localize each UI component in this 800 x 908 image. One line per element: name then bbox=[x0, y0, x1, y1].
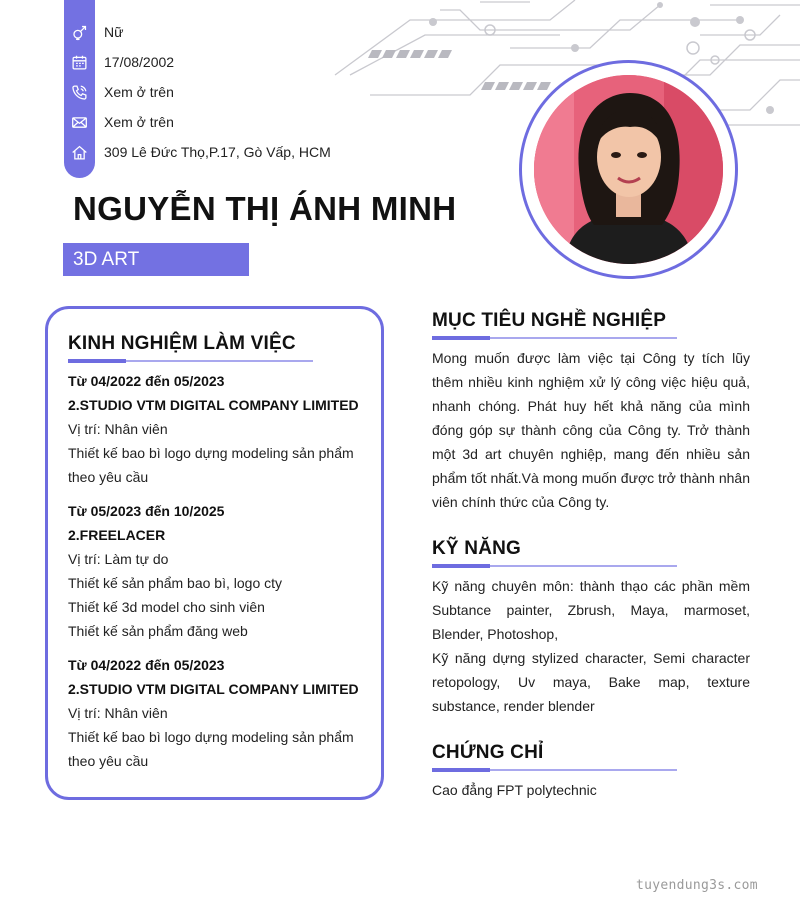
experience-description: Thiết kế bao bì logo dựng modeling sản phẩm bbox=[68, 445, 354, 461]
skills-underline bbox=[432, 565, 677, 567]
phone-icon bbox=[64, 82, 95, 102]
contact-email bbox=[64, 107, 174, 137]
experience-underline bbox=[68, 360, 313, 362]
objective-text: Mong muốn được làm việc tại Công ty tích lũy thêm nhiều kinh nghiệm xử lý công việc hiệu quả, nhanh chóng. Phát huy hết khả năng của mình đóng góp sự thành công của Công ty. Trở thành một 3d art chuyên nghiệp, mang đến nhiều sản phẩm tốt nhất.Và mong muốn được trở thành nhân viên chính thức của Công ty. bbox=[432, 350, 750, 510]
experience-company: 2.STUDIO VTM DIGITAL COMPANY LIMITED bbox=[68, 681, 359, 697]
experience-period: Từ 05/2023 đến 10/2025 bbox=[68, 503, 225, 519]
experience-title: KINH NGHIỆM LÀM VIỆC bbox=[68, 333, 296, 354]
certificates-text: Cao đẳng FPT polytechnic bbox=[432, 782, 597, 798]
gender-text: Nữ bbox=[104, 24, 124, 40]
skills-title: KỸ NĂNG bbox=[432, 538, 522, 559]
avatar bbox=[534, 75, 723, 264]
experience-description: Thiết kế sản phẩm bao bì, logo cty bbox=[68, 575, 283, 591]
email-icon bbox=[64, 112, 95, 132]
home-icon bbox=[64, 142, 95, 162]
contact-gender bbox=[64, 17, 123, 47]
experience-description: Thiết kế bao bì logo dựng modeling sản phẩm bbox=[68, 729, 354, 745]
skills-text-2: Kỹ năng dựng stylized character, Semi character retopology, Uv maya, Bake map, texture substance, render blender bbox=[432, 650, 750, 714]
experience-description: theo yêu cầu bbox=[68, 753, 149, 769]
skills-text-1: Kỹ năng chuyên môn: thành thạo các phần mềm Subtance painter, Zbrush, Maya, marmoset, Blender, Photoshop, bbox=[432, 578, 750, 642]
birthday-text: 17/08/2002 bbox=[104, 54, 175, 70]
contact-address bbox=[64, 137, 331, 167]
certificates-underline bbox=[432, 769, 677, 771]
experience-period: Từ 04/2022 đến 05/2023 bbox=[68, 373, 225, 389]
email-text: Xem ở trên bbox=[104, 114, 174, 130]
experience-description: theo yêu cầu bbox=[68, 469, 149, 485]
phone-text: Xem ở trên bbox=[104, 84, 174, 100]
experience-period: Từ 04/2022 đến 05/2023 bbox=[68, 657, 225, 673]
experience-position: Vị trí: Nhân viên bbox=[68, 421, 168, 437]
experience-description: Thiết kế sản phẩm đăng web bbox=[68, 623, 248, 639]
contact-phone bbox=[64, 77, 174, 107]
experience-description: Thiết kế 3d model cho sinh viên bbox=[68, 599, 265, 615]
watermark: tuyendung3s.com bbox=[636, 878, 758, 893]
experience-position: Vị trí: Nhân viên bbox=[68, 705, 168, 721]
address-text: 309 Lê Đức Thọ,P.17, Gò Vấp, HCM bbox=[104, 144, 331, 160]
calendar-icon bbox=[64, 52, 95, 72]
certificates-title: CHỨNG CHỈ bbox=[432, 742, 544, 763]
experience-company: 2.STUDIO VTM DIGITAL COMPANY LIMITED bbox=[68, 397, 359, 413]
gender-icon bbox=[64, 22, 95, 42]
contact-birthday bbox=[64, 47, 174, 77]
experience-company: 2.FREELACER bbox=[68, 527, 166, 543]
candidate-name: NGUYỄN THỊ ÁNH MINH bbox=[73, 190, 457, 227]
objective-title: MỤC TIÊU NGHỀ NGHIỆP bbox=[432, 310, 667, 331]
job-title-badge: 3D ART bbox=[63, 243, 249, 276]
experience-position: Vị trí: Làm tự do bbox=[68, 551, 169, 567]
objective-underline bbox=[432, 337, 677, 339]
